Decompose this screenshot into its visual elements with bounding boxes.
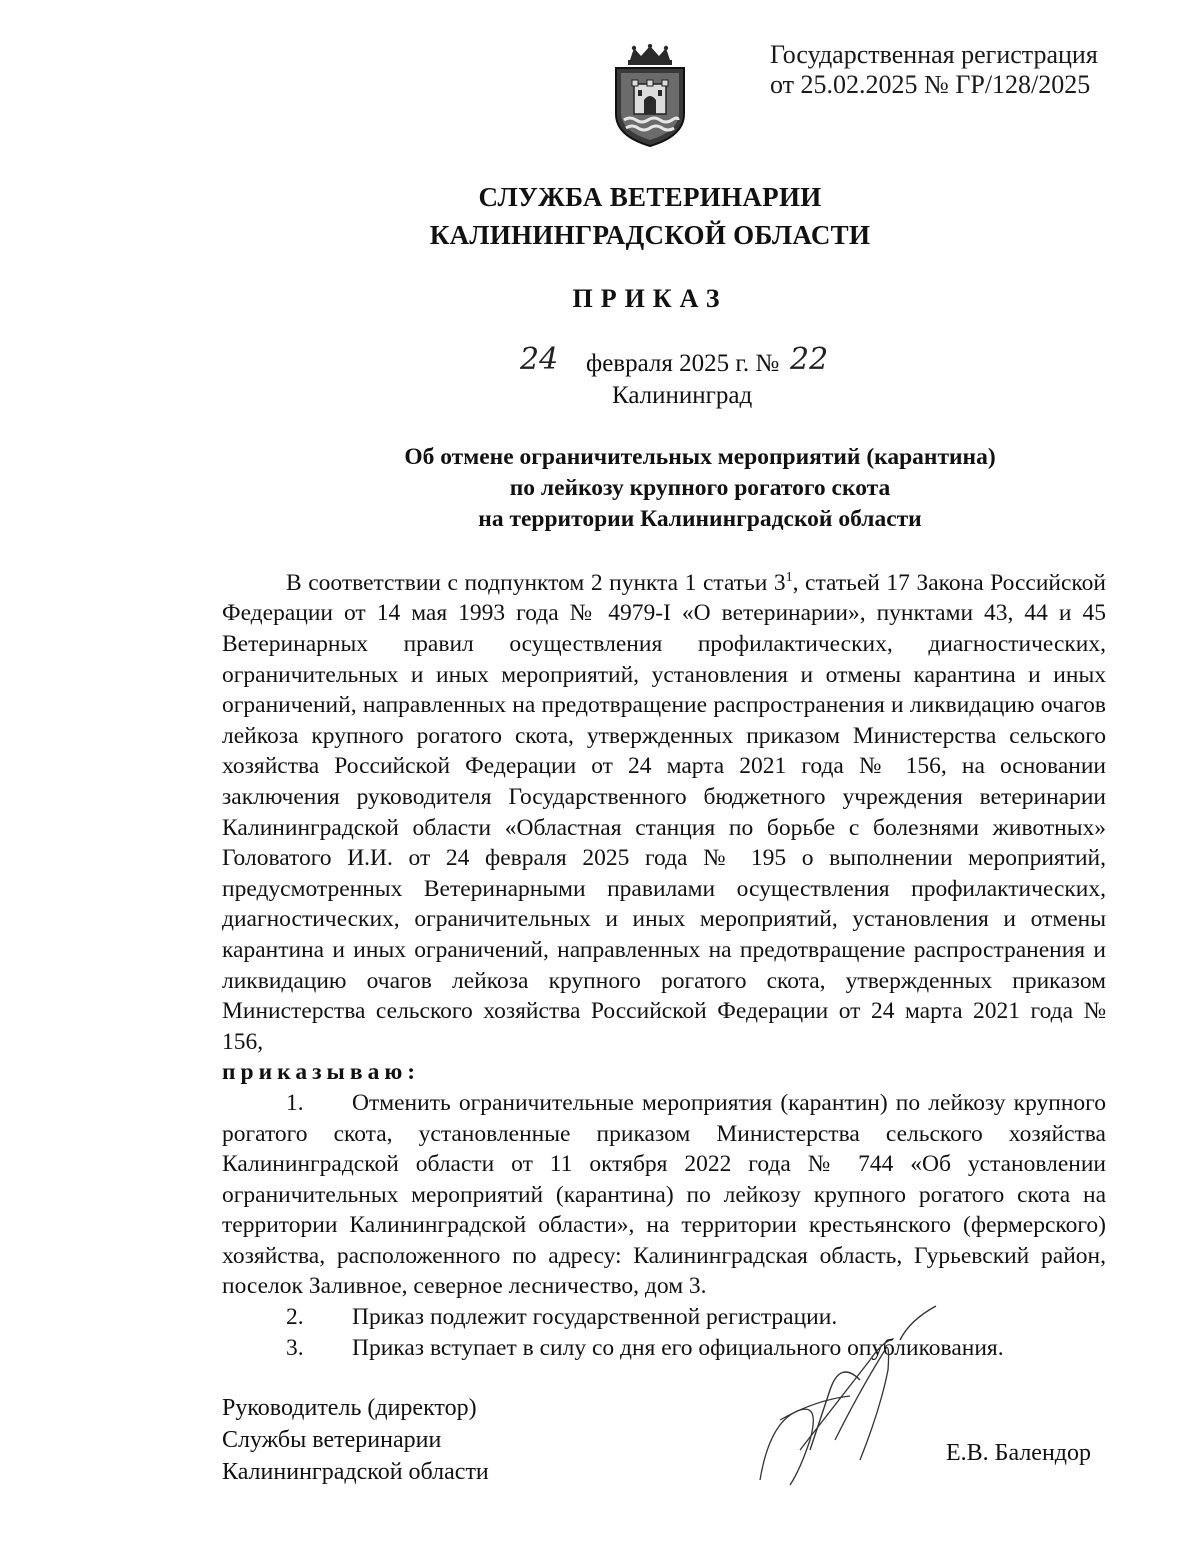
order-item-3-text: Приказ вступает в силу со дня его официального опубликования. <box>352 1334 1004 1361</box>
preamble-superscript: 1 <box>785 570 793 585</box>
preamble-part-2: , статьей 17 Закона Российской Федерации от 14 мая 1993 года № 4979-I «О ветеринарии», пунктами 43, 44 и 45 Ветеринарных правил осуществления профилактических, диагностических, ограничительных и иных мероприятий, установления и отмены карантина и иных ограничений, направленных на предотвращение распространения и ликвидацию очагов лейкоза крупного рогатого скота, утвержденных приказом Министерства сельского хозяйства Российской Федерации от 24 марта 2021 года № 156, на основании заключения руководителя Государственного бюджетного учреждения ветеринарии Калининградской области «Областная станция по борьбе с болезнями животных» Головатого И.И. от 24 февраля 2025 года № 195 о выполнении мероприятий, предусмотренных Ветеринарными правилами осуществления профилактических, диагностических, ограничительных и иных мероприятий, установления и отмены карантина и иных ограничений, направленных на предотвращение распространения и ликвидацию очагов лейкоза крупного рогатого скота, утвержденных приказом Министерства сельского хозяйства Российской Федерации от 24 марта 2021 года № 156, <box>222 569 1106 1055</box>
order-item-1-text: Отменить ограничительные мероприятия (карантин) по лейкозу крупного рогатого скота, установленные приказом Министерства сельского хозяйства Калининградской области от 11 октября 2022 года № 744 «Об установлении ограничительных мероприятий (карантина) по лейкозу крупного рогатого скота на территории Калининградской области», на территории крестьянского (фермерского) хозяйства, расположенного по адресу: Калининградская область, Гурьевский район, поселок Заливное, северное лесничество, дом 3. <box>222 1089 1106 1300</box>
registration-line-2: от 25.02.2025 № ГР/128/2025 <box>770 70 1091 99</box>
document-date <box>500 342 900 386</box>
order-item-3 <box>222 1333 1106 1364</box>
registration-line-1: Государственная регистрация <box>770 40 1098 69</box>
document-title <box>330 442 1070 535</box>
handwritten-number: 22 <box>790 342 829 377</box>
signatory-name: Е.В. Балендор <box>946 1440 1091 1466</box>
title-line-1: Об отмене ограничительных мероприятий (карантина) <box>404 444 996 470</box>
order-item-1 <box>222 1088 1106 1302</box>
order-item-1-number: 1. <box>286 1089 304 1116</box>
organization-name <box>300 178 1000 254</box>
document-type: ПРИКАЗ <box>572 284 728 313</box>
title-line-2: по лейкозу крупного рогатого скота <box>509 475 891 501</box>
registration-stamp <box>770 40 1170 100</box>
signature-icon <box>740 1300 940 1490</box>
preamble-part-1: В соответствии с подпунктом 2 пункта 1 статьи 3 <box>286 569 786 596</box>
signatory-line-1: Руководитель (директор) <box>222 1395 477 1421</box>
order-item-3-number: 3. <box>286 1334 304 1361</box>
order-word: приказываю: <box>222 1059 421 1086</box>
title-line-3: на территории Калининградской области <box>478 506 922 532</box>
coat-of-arms-icon <box>610 44 690 148</box>
order-item-2-number: 2. <box>286 1304 304 1331</box>
signatory-line-2: Службы ветеринарии <box>222 1427 442 1453</box>
date-printed: февраля 2025 г. № <box>586 350 780 377</box>
document-city: Калининград <box>612 382 753 409</box>
order-word-paragraph <box>222 1057 1106 1088</box>
document-body <box>222 563 1106 1363</box>
organization-line-1: СЛУЖБА ВЕТЕРИНАРИИ <box>478 182 822 212</box>
preamble-paragraph <box>222 563 1106 1057</box>
signatory-line-3: Калининградской области <box>222 1459 489 1485</box>
organization-line-2: КАЛИНИНГРАДСКОЙ ОБЛАСТИ <box>429 220 871 250</box>
signatory-position <box>222 1392 489 1488</box>
order-item-2 <box>222 1302 1106 1333</box>
order-item-2-text: Приказ подлежит государственной регистрации. <box>352 1304 838 1331</box>
handwritten-day: 24 <box>520 342 559 377</box>
